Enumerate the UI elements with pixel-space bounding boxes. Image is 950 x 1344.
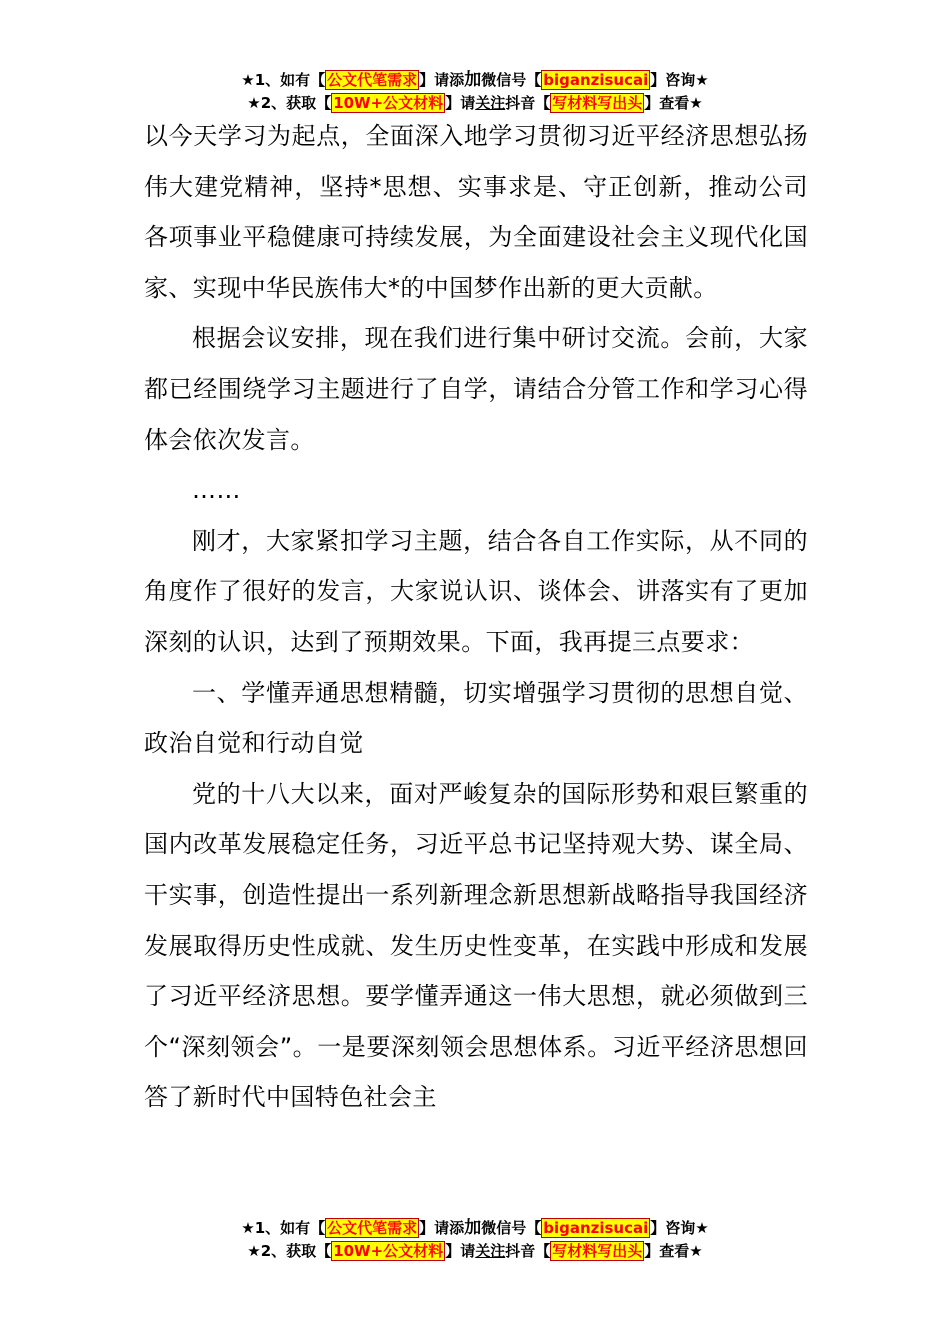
footer-line-1-mid2: 微信号【 (481, 1219, 542, 1237)
footer-banner (0, 1217, 950, 1263)
header-line-2-highlight-douyin: 写材料写出头 (552, 94, 643, 112)
footer-line-2-mid2: 抖音【 (505, 1242, 551, 1260)
header-line-1-mid: 】请添 (419, 71, 465, 89)
paragraph-1: 以今天学习为起点，全面深入地学习贯彻习近平经济思想弘扬伟大建党精神，坚持*思想、实事求是、守正创新，推动公司各项事业平稳健康可持续发展，为全面建设社会主义现代化国家、实现中华民族伟大*的中国梦作出新的更大贡献。 (144, 122, 808, 302)
footer-line-2 (0, 1240, 950, 1263)
header-line-1-mid2: 微信号【 (481, 71, 542, 89)
footer-line-2-highlight-materials: 10W+公文材料 (333, 1242, 444, 1260)
paragraph-2: 根据会议安排，现在我们进行集中研讨交流。会前，大家都已经围绕学习主题进行了自学，请结合分管工作和学习心得体会依次发言。 (144, 324, 808, 454)
footer-line-1-highlight-service: 公文代笔需求 (327, 1219, 418, 1237)
footer-line-1-bold-word: 加 (464, 1218, 482, 1238)
header-line-1 (0, 69, 950, 92)
footer-line-1-highlight-wechat: biganzisucai (543, 1219, 649, 1237)
header-line-2-mid2: 抖音【 (505, 94, 551, 112)
header-line-1-prefix: ★1、如有【 (241, 71, 326, 89)
header-line-2-mid: 】请 (445, 94, 476, 112)
header-line-1-suffix: 】咨询★ (650, 71, 709, 89)
header-line-2-underlined-word: 关注 (475, 94, 506, 112)
section-heading-1: 一、学懂弄通思想精髓，切实增强学习贯彻的思想自觉、政治自觉和行动自觉 (144, 678, 808, 758)
footer-line-1-mid: 】请添 (419, 1219, 465, 1237)
header-line-1-bold-word: 加 (464, 70, 482, 90)
footer-line-2-prefix: ★2、获取【 (247, 1242, 332, 1260)
header-line-2-suffix: 】查看★ (644, 94, 703, 112)
footer-line-1-prefix: ★1、如有【 (241, 1219, 326, 1237)
document-body (144, 111, 808, 1123)
footer-line-1 (0, 1217, 950, 1240)
footer-line-2-suffix: 】查看★ (644, 1242, 703, 1260)
footer-line-2-highlight-douyin: 写材料写出头 (552, 1242, 643, 1260)
footer-line-2-mid: 】请 (445, 1242, 476, 1260)
header-banner (0, 69, 950, 115)
footer-line-2-underlined-word: 关注 (475, 1242, 506, 1260)
header-line-1-highlight-service: 公文代笔需求 (327, 71, 418, 89)
header-line-2-highlight-materials: 10W+公文材料 (333, 94, 444, 112)
footer-line-1-suffix: 】咨询★ (650, 1219, 709, 1237)
header-line-1-highlight-wechat: biganzisucai (543, 71, 649, 89)
paragraph-3: 刚才，大家紧扣学习主题，结合各自工作实际，从不同的角度作了很好的发言，大家说认识、谈体会、讲落实有了更加深刻的认识，达到了预期效果。下面，我再提三点要求： (144, 526, 808, 656)
paragraph-ellipsis: …… (192, 476, 241, 505)
paragraph-4: 党的十八大以来，面对严峻复杂的国际形势和艰巨繁重的国内改革发展稳定任务，习近平总书记坚持观大势、谋全局、干实事，创造性提出一系列新理念新思想新战略指导我国经济发展取得历史性成就、发生历史性变革，在实践中形成和发展了习近平经济思想。要学懂弄通这一伟大思想，就必须做到三个“深刻领会”。一是要深刻领会思想体系。习近平经济思想回答了新时代中国特色社会主 (144, 779, 808, 1112)
header-line-2-prefix: ★2、获取【 (247, 94, 332, 112)
